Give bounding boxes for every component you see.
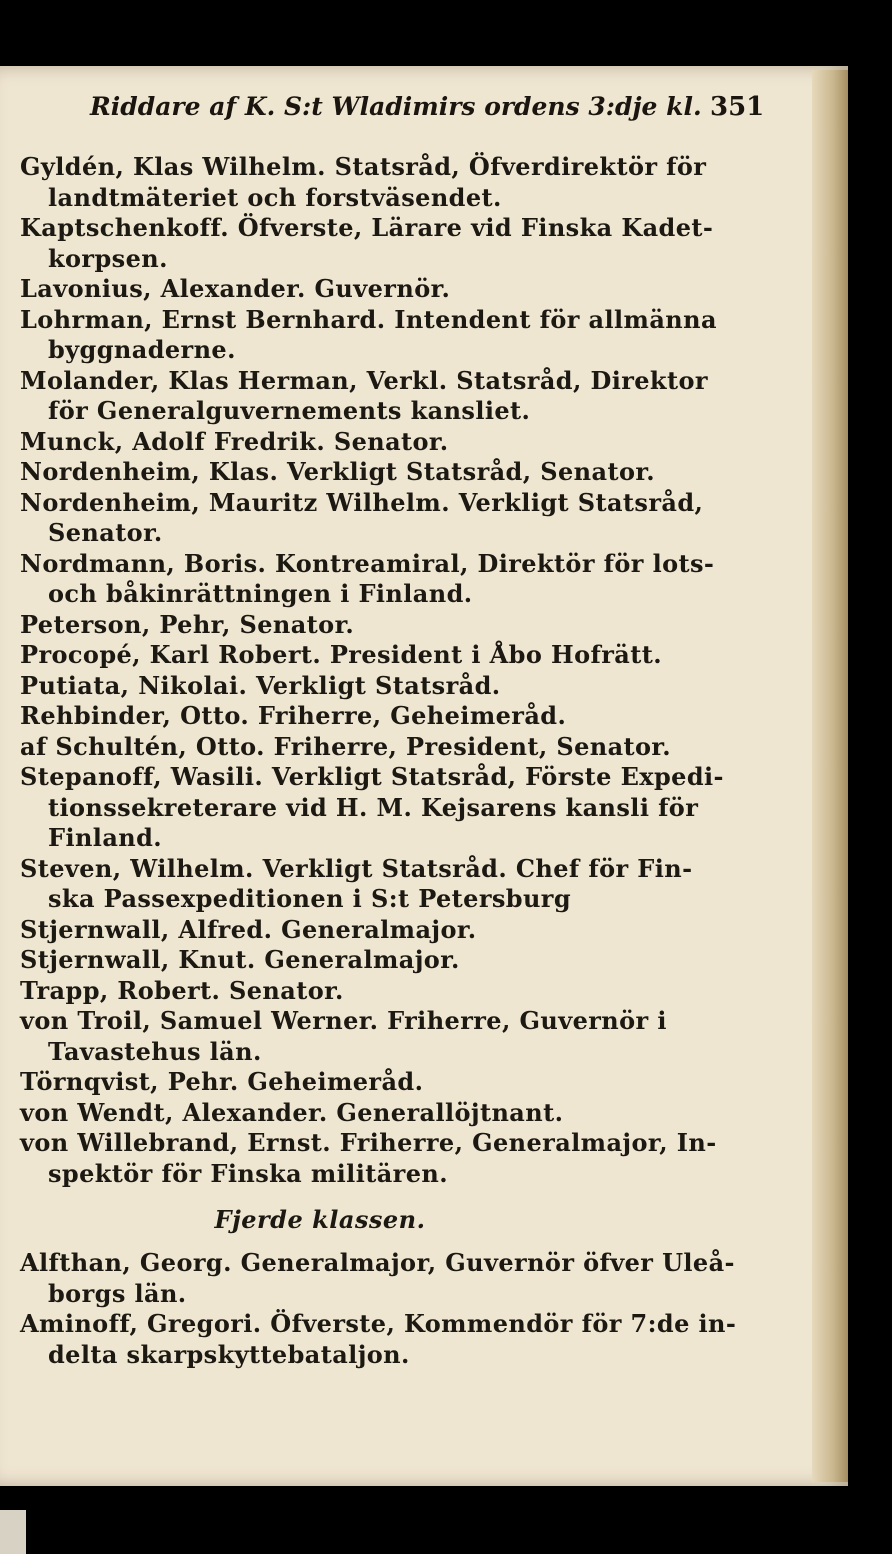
entry-line: von Willebrand, Ernst. Friherre, Generalmajor, In- [20, 1128, 717, 1157]
corner-mark [0, 1510, 26, 1554]
entry-line: Törnqvist, Pehr. Geheimeråd. [20, 1067, 424, 1096]
entry-line: spektör för Finska militären. [48, 1158, 448, 1188]
running-title: Riddare af K. S:t Wladimirs ordens 3:dje kl. [90, 92, 702, 121]
entry-line: byggnaderne. [48, 335, 236, 364]
entry-line: von Troil, Samuel Werner. Friherre, Guvernör i [20, 1006, 667, 1035]
entry-list [20, 152, 790, 1370]
list-item [20, 305, 790, 366]
entry-line: Putiata, Nikolai. Verkligt Statsråd. [20, 670, 501, 700]
entry-line: Lohrman, Ernst Bernhard. Intendent för allmänna [20, 304, 717, 334]
list-item [20, 274, 790, 305]
entry-line: ska Passexpeditionen i S:t Petersburg [48, 884, 572, 913]
entry-line: Nordenheim, Klas. Verkligt Statsråd, Senator. [20, 457, 655, 486]
entry-line: Trapp, Robert. Senator. [20, 975, 344, 1005]
page-number: 351 [710, 92, 765, 122]
running-head [0, 92, 780, 132]
list-item [20, 1067, 790, 1098]
list-item [20, 915, 790, 946]
list-item [20, 610, 790, 641]
list-item [20, 488, 790, 549]
entry-line: von Wendt, Alexander. Generallöjtnant. [20, 1097, 564, 1127]
entry-line: Alfthan, Georg. Generalmajor, Guvernör öfver Uleå- [20, 1248, 735, 1277]
list-item [20, 945, 790, 976]
list-item [20, 976, 790, 1007]
entries-third-class [20, 152, 790, 1189]
entry-line: Peterson, Pehr, Senator. [20, 609, 355, 639]
entry-line: borgs län. [48, 1278, 187, 1308]
entry-line: Lavonius, Alexander. Guvernör. [20, 274, 451, 303]
entry-line: Molander, Klas Herman, Verkl. Statsråd, Direktor [20, 365, 708, 395]
entry-line: Rehbinder, Otto. Friherre, Geheimeråd. [20, 701, 567, 730]
entry-line: Stjernwall, Knut. Generalmajor. [20, 945, 460, 974]
list-item [20, 732, 790, 763]
entry-line: Steven, Wilhelm. Verkligt Statsråd. Chef för Fin- [20, 853, 693, 883]
entry-line: tionssekreterare vid H. M. Kejsarens kansli för [48, 792, 699, 822]
list-item [20, 427, 790, 458]
section-heading: Fjerde klassen. [214, 1205, 426, 1234]
entry-line: delta skarpskyttebataljon. [48, 1339, 410, 1369]
list-item [20, 549, 790, 610]
entry-line: landtmäteriet och forstväsendet. [48, 182, 502, 212]
entry-line: Gyldén, Klas Wilhelm. Statsråd, Öfverdirektör för [20, 152, 707, 181]
entry-line: Senator. [48, 518, 163, 547]
list-item [20, 671, 790, 702]
list-item [20, 701, 790, 732]
entry-line: korpsen. [48, 243, 168, 273]
page-edge [812, 70, 848, 1482]
entry-line: för Generalguvernements kansliet. [48, 396, 531, 425]
list-item [20, 1006, 790, 1067]
entry-line: Stepanoff, Wasili. Verkligt Statsråd, Förste Expedi- [20, 762, 724, 791]
list-item [20, 152, 790, 213]
list-item [20, 1309, 790, 1370]
entry-line: Aminoff, Gregori. Öfverste, Kommendör för 7:de in- [20, 1309, 737, 1338]
list-item [20, 366, 790, 427]
list-item [20, 1098, 790, 1129]
entries-fourth-class [20, 1248, 790, 1370]
entry-line: och båkinrättningen i Finland. [48, 579, 473, 608]
list-item [20, 640, 790, 671]
entry-line: af Schultén, Otto. Friherre, President, Senator. [20, 731, 672, 761]
list-item [20, 762, 790, 854]
list-item [20, 457, 790, 488]
entry-line: Munck, Adolf Fredrik. Senator. [20, 426, 449, 456]
list-item [20, 854, 790, 915]
entry-line: Tavastehus län. [48, 1036, 262, 1066]
entry-line: Stjernwall, Alfred. Generalmajor. [20, 914, 477, 944]
entry-line: Nordmann, Boris. Kontreamiral, Direktör för lots- [20, 548, 715, 578]
entry-line: Nordenheim, Mauritz Wilhelm. Verkligt Statsråd, [20, 487, 704, 517]
list-item [20, 1128, 790, 1189]
entry-line: Finland. [48, 823, 163, 852]
entry-line: Kaptschenkoff. Öfverste, Lärare vid Finska Kadet- [20, 213, 714, 242]
entry-line: Procopé, Karl Robert. President i Åbo Hofrätt. [20, 640, 662, 669]
list-item [20, 213, 790, 274]
list-item [20, 1248, 790, 1309]
